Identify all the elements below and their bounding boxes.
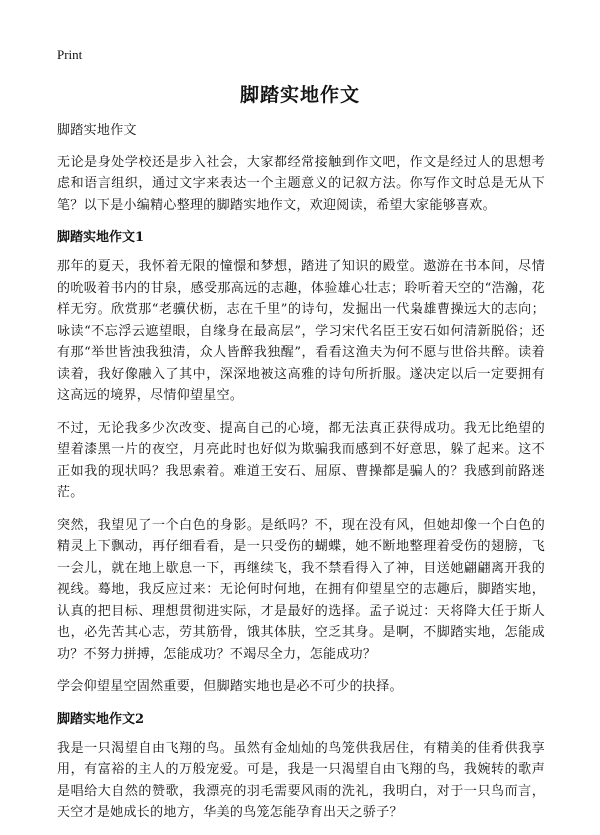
section-paragraph: 不过，无论我多少次改变、提高自己的心境，都无法真正获得成功。我无比绝望的望着漆黑一片的夜空，月亮此时也好似为欺骗我而感到不好意思，躲了起来。这不正如我的现状吗？我思索着。难道王安石、屈原、曹操都是骗人的？我感到前路迷茫。: [57, 420, 545, 500]
section-paragraph: 我是一只渴望自由飞翔的鸟。虽然有金灿灿的鸟笼供我居住，有精美的佳肴供我享用，有富裕的主人的万般宠爱。可是，我是一只渴望自由飞翔的鸟，我婉转的歌声是唱给大自然的赞歌，我漂亮的羽毛需要风雨的洗礼，我明白，对于一只鸟而言，天空才是她成长的地方，华美的鸟笼怎能孕育出天之骄子？: [57, 740, 545, 820]
section-paragraph: 学会仰望星空固然重要，但脚踏实地也是必不可少的抉择。: [57, 679, 403, 694]
section-paragraph: 突然，我望见了一个白色的身影。是纸吗？不，现在没有风，但她却像一个白色的精灵上下飘动，再仔细看看，是一只受伤的蝴蝶，她不断地整理着受伤的翅膀，飞一会儿，就在地上歇息一下，再继续飞，我不禁看得入了神，目送她翩翩离开我的视线。蓦地，我反应过来：无论何时何地，在拥有仰望星空的志趣后，脚踏实地，认真的把目标、理想贯彻进实际，才是最好的选择。孟子说过：天将降大任于斯人也，必先苦其心志，劳其筋骨，饿其体肤，空乏其身。是啊，不脚踏实地，怎能成功？不努力拼搏，怎能成功？不竭尽全力，怎能成功？: [57, 517, 545, 662]
print-link[interactable]: Print: [57, 47, 83, 62]
article-subtitle: 脚踏实地作文: [57, 123, 137, 138]
page-title: 脚踏实地作文: [239, 84, 360, 106]
section-heading: 脚踏实地作文1: [57, 230, 145, 245]
intro-paragraph: 无论是身处学校还是步入社会，大家都经常接触到作文吧，作文是经过人的思想考虑和语言组织，通过文字来表达一个主题意义的记叙方法。你写作文时总是无从下笔？以下是小编精心整理的脚踏实地作文，欢迎阅读，希望大家能够喜欢。: [57, 154, 545, 213]
section-heading: 脚踏实地作文2: [57, 711, 145, 727]
article-body: [57, 120, 545, 835]
section-paragraph: 那年的夏天，我怀着无限的憧憬和梦想，踏进了知识的殿堂。遨游在书本间，尽情的吮吸着书内的甘泉，感受那高远的志趣，体验雄心壮志；聆听着天空的“浩瀚，花样无穷。欣赏那“老骥伏枥，志在千里”的诗句，发掘出一代枭雄曹操远大的志向；咏读“不忘浮云遮望眼，自缘身在最高层”，学习宋代名臣王安石如何清新脱俗；还有那“举世皆浊我独清，众人皆醉我独醒”，看看这渔夫为何不愿与世俗共醉。读着读着，我好像融入了其中，深深地被这高雅的诗句所折服。遂决定以后一定要拥有这高远的境界，尽情仰望星空。: [57, 259, 545, 403]
